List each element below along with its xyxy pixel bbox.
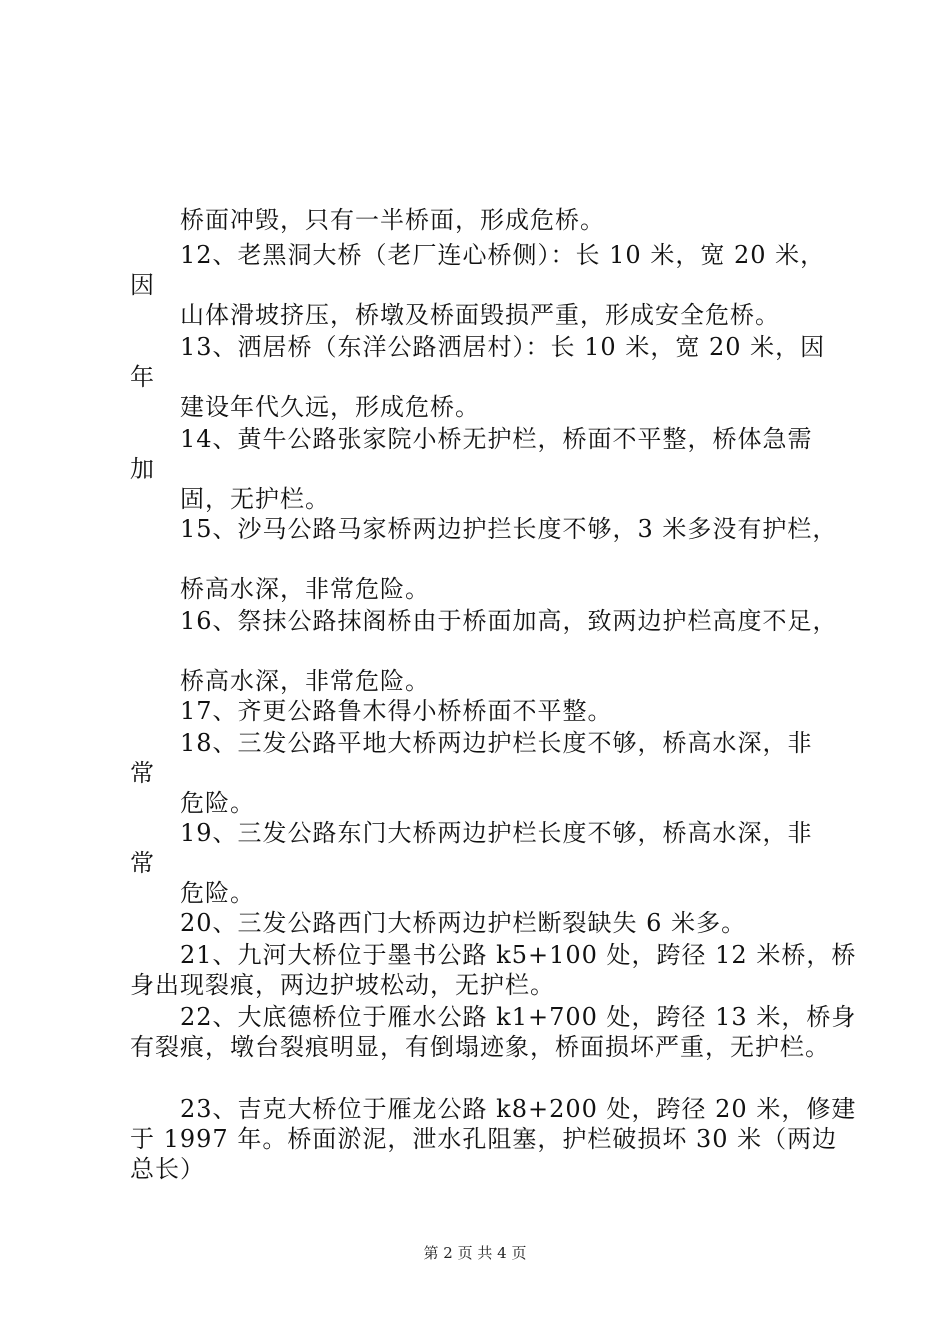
text-line: 桥面冲毁，只有一半桥面，形成危桥。 <box>180 206 605 234</box>
text-line: 加 <box>130 455 155 483</box>
text-line: 危险。 <box>180 789 255 817</box>
text-line: 13、洒居桥（东洋公路洒居村）：长 10 米，宽 20 米，因 <box>180 333 826 361</box>
text-line: 桥高水深，非常危险。 <box>180 667 430 695</box>
text-line: 因 <box>130 271 155 299</box>
text-line: 17、齐更公路鲁木得小桥桥面不平整。 <box>180 697 613 725</box>
text-line: 于 1997 年。桥面淤泥，泄水孔阻塞，护栏破损坏 30 米（两边 <box>130 1125 838 1153</box>
text-line: 19、三发公路东门大桥两边护栏长度不够，桥高水深，非 <box>180 819 813 847</box>
text-line: 21、九河大桥位于墨书公路 k5+100 处，跨径 12 米桥，桥 <box>180 941 857 969</box>
text-line: 23、吉克大桥位于雁龙公路 k8+200 处，跨径 20 米，修建 <box>180 1095 857 1123</box>
text-line: 常 <box>130 849 155 877</box>
text-line: 山体滑坡挤压，桥墩及桥面毁损严重，形成安全危桥。 <box>180 301 780 329</box>
text-line: 身出现裂痕，两边护坡松动，无护栏。 <box>130 971 555 999</box>
text-line: 桥高水深，非常危险。 <box>180 575 430 603</box>
text-line: 18、三发公路平地大桥两边护栏长度不够，桥高水深，非 <box>180 729 813 757</box>
text-line: 年 <box>130 363 155 391</box>
text-line: 14、黄牛公路张家院小桥无护栏，桥面不平整，桥体急需 <box>180 425 813 453</box>
text-line: 12、老黑洞大桥（老厂连心桥侧）：长 10 米，宽 20 米， <box>180 241 826 269</box>
text-line: 总长） <box>130 1155 205 1183</box>
text-line: 有裂痕，墩台裂痕明显，有倒塌迹象，桥面损坏严重，无护栏。 <box>130 1033 830 1061</box>
text-line: 固，无护栏。 <box>180 485 330 513</box>
text-line: 危险。 <box>180 879 255 907</box>
text-line: 15、沙马公路马家桥两边护拦长度不够，3 米多没有护栏， <box>180 515 838 543</box>
text-line: 22、大底德桥位于雁水公路 k1+700 处，跨径 13 米，桥身 <box>180 1003 857 1031</box>
text-line: 16、祭抹公路抹阁桥由于桥面加高，致两边护栏高度不足， <box>180 607 838 635</box>
text-line: 常 <box>130 759 155 787</box>
text-line: 20、三发公路西门大桥两边护栏断裂缺失 6 米多。 <box>180 909 747 937</box>
page-number-footer: 第 2 页 共 4 页 <box>423 1244 527 1262</box>
text-line: 建设年代久远，形成危桥。 <box>180 393 480 421</box>
